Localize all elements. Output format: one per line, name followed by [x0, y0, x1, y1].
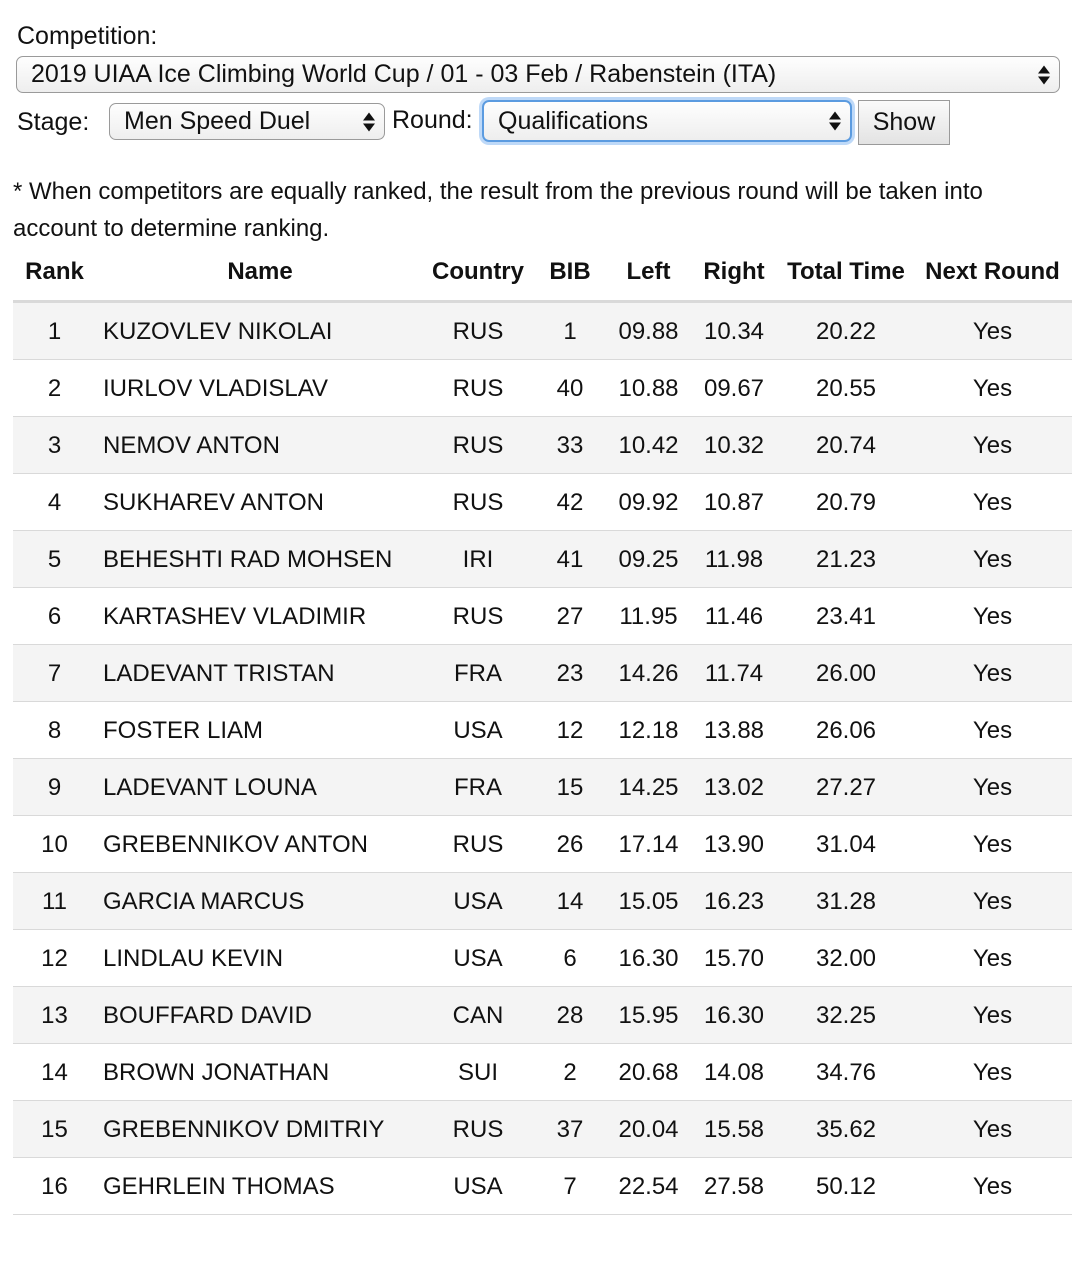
- cell-bib: 41: [532, 531, 608, 588]
- cell-left: 09.92: [608, 474, 689, 531]
- cell-next-round: Yes: [913, 759, 1072, 816]
- table-header-row: [13, 253, 1072, 302]
- table-row: [13, 360, 1072, 417]
- ranking-note: * When competitors are equally ranked, the result from the previous round will be taken into account to determine ranking.: [13, 178, 983, 242]
- cell-total-time: 26.06: [779, 702, 913, 759]
- cell-rank: 13: [13, 987, 96, 1044]
- cell-right: 13.90: [689, 816, 779, 873]
- table-row: [13, 816, 1072, 873]
- cell-name: BOUFFARD DAVID: [96, 987, 424, 1044]
- cell-country: RUS: [424, 360, 532, 417]
- cell-total-time: 31.28: [779, 873, 913, 930]
- competition-select-value: 2019 UIAA Ice Climbing World Cup / 01 - 03 Feb / Rabenstein (ITA): [31, 60, 777, 88]
- cell-country: RUS: [424, 474, 532, 531]
- cell-bib: 40: [532, 360, 608, 417]
- header-next-round[interactable]: Next Round: [913, 253, 1072, 302]
- cell-rank: 3: [13, 417, 96, 474]
- select-arrows-icon: [829, 112, 841, 131]
- cell-country: USA: [424, 873, 532, 930]
- cell-bib: 42: [532, 474, 608, 531]
- header-country[interactable]: Country: [424, 253, 532, 302]
- header-total-time[interactable]: Total Time: [779, 253, 913, 302]
- cell-country: USA: [424, 1158, 532, 1215]
- cell-name: NEMOV ANTON: [96, 417, 424, 474]
- cell-left: 15.05: [608, 873, 689, 930]
- cell-country: CAN: [424, 987, 532, 1044]
- cell-rank: 4: [13, 474, 96, 531]
- cell-total-time: 23.41: [779, 588, 913, 645]
- cell-rank: 15: [13, 1101, 96, 1158]
- cell-name: LADEVANT LOUNA: [96, 759, 424, 816]
- cell-name: SUKHAREV ANTON: [96, 474, 424, 531]
- cell-left: 20.04: [608, 1101, 689, 1158]
- cell-right: 27.58: [689, 1158, 779, 1215]
- cell-total-time: 34.76: [779, 1044, 913, 1101]
- table-row: [13, 1158, 1072, 1215]
- cell-total-time: 20.55: [779, 360, 913, 417]
- cell-country: RUS: [424, 302, 532, 360]
- cell-bib: 26: [532, 816, 608, 873]
- header-left[interactable]: Left: [608, 253, 689, 302]
- cell-left: 14.26: [608, 645, 689, 702]
- cell-total-time: 32.25: [779, 987, 913, 1044]
- cell-right: 16.23: [689, 873, 779, 930]
- cell-country: FRA: [424, 645, 532, 702]
- cell-rank: 7: [13, 645, 96, 702]
- cell-name: GREBENNIKOV DMITRIY: [96, 1101, 424, 1158]
- cell-bib: 2: [532, 1044, 608, 1101]
- cell-right: 16.30: [689, 987, 779, 1044]
- cell-next-round: Yes: [913, 987, 1072, 1044]
- stage-select[interactable]: [109, 103, 385, 140]
- cell-bib: 6: [532, 930, 608, 987]
- select-arrows-icon: [1038, 65, 1050, 84]
- cell-name: LADEVANT TRISTAN: [96, 645, 424, 702]
- cell-total-time: 20.79: [779, 474, 913, 531]
- cell-right: 11.98: [689, 531, 779, 588]
- cell-bib: 37: [532, 1101, 608, 1158]
- cell-right: 10.34: [689, 302, 779, 360]
- cell-bib: 15: [532, 759, 608, 816]
- cell-name: GREBENNIKOV ANTON: [96, 816, 424, 873]
- cell-right: 15.58: [689, 1101, 779, 1158]
- cell-bib: 33: [532, 417, 608, 474]
- cell-rank: 2: [13, 360, 96, 417]
- cell-right: 13.88: [689, 702, 779, 759]
- cell-left: 11.95: [608, 588, 689, 645]
- table-row: [13, 1101, 1072, 1158]
- cell-next-round: Yes: [913, 1044, 1072, 1101]
- cell-rank: 8: [13, 702, 96, 759]
- header-bib[interactable]: BIB: [532, 253, 608, 302]
- cell-next-round: Yes: [913, 417, 1072, 474]
- table-row: [13, 531, 1072, 588]
- cell-left: 16.30: [608, 930, 689, 987]
- header-rank[interactable]: Rank: [13, 253, 96, 302]
- cell-right: 11.74: [689, 645, 779, 702]
- cell-country: USA: [424, 930, 532, 987]
- cell-next-round: Yes: [913, 1101, 1072, 1158]
- cell-right: 09.67: [689, 360, 779, 417]
- cell-bib: 12: [532, 702, 608, 759]
- select-arrows-icon: [363, 112, 375, 131]
- cell-country: RUS: [424, 588, 532, 645]
- cell-country: USA: [424, 702, 532, 759]
- table-row: [13, 930, 1072, 987]
- competition-select[interactable]: [16, 56, 1060, 93]
- header-name[interactable]: Name: [96, 253, 424, 302]
- table-row: [13, 987, 1072, 1044]
- cell-name: BROWN JONATHAN: [96, 1044, 424, 1101]
- cell-country: RUS: [424, 417, 532, 474]
- cell-name: KUZOVLEV NIKOLAI: [96, 302, 424, 360]
- cell-next-round: Yes: [913, 531, 1072, 588]
- cell-left: 15.95: [608, 987, 689, 1044]
- cell-next-round: Yes: [913, 702, 1072, 759]
- table-row: [13, 1044, 1072, 1101]
- cell-right: 15.70: [689, 930, 779, 987]
- cell-total-time: 26.00: [779, 645, 913, 702]
- cell-rank: 11: [13, 873, 96, 930]
- cell-total-time: 27.27: [779, 759, 913, 816]
- cell-rank: 9: [13, 759, 96, 816]
- cell-right: 10.32: [689, 417, 779, 474]
- header-right[interactable]: Right: [689, 253, 779, 302]
- stage-label: Stage:: [17, 108, 90, 136]
- table-row: [13, 302, 1072, 360]
- cell-right: 14.08: [689, 1044, 779, 1101]
- competition-label: Competition:: [17, 22, 158, 50]
- round-select[interactable]: [482, 100, 852, 142]
- table-row: [13, 873, 1072, 930]
- cell-country: FRA: [424, 759, 532, 816]
- cell-right: 11.46: [689, 588, 779, 645]
- cell-right: 10.87: [689, 474, 779, 531]
- cell-left: 12.18: [608, 702, 689, 759]
- round-label: Round:: [392, 106, 473, 134]
- table-row: [13, 645, 1072, 702]
- cell-country: IRI: [424, 531, 532, 588]
- cell-bib: 27: [532, 588, 608, 645]
- cell-bib: 28: [532, 987, 608, 1044]
- cell-next-round: Yes: [913, 873, 1072, 930]
- cell-next-round: Yes: [913, 588, 1072, 645]
- cell-rank: 5: [13, 531, 96, 588]
- cell-bib: 7: [532, 1158, 608, 1215]
- table-row: [13, 702, 1072, 759]
- cell-total-time: 20.74: [779, 417, 913, 474]
- table-row: [13, 588, 1072, 645]
- cell-country: RUS: [424, 1101, 532, 1158]
- cell-next-round: Yes: [913, 474, 1072, 531]
- cell-country: SUI: [424, 1044, 532, 1101]
- cell-next-round: Yes: [913, 816, 1072, 873]
- cell-next-round: Yes: [913, 1158, 1072, 1215]
- cell-left: 10.42: [608, 417, 689, 474]
- cell-next-round: Yes: [913, 645, 1072, 702]
- cell-total-time: 21.23: [779, 531, 913, 588]
- cell-next-round: Yes: [913, 930, 1072, 987]
- cell-left: 22.54: [608, 1158, 689, 1215]
- cell-bib: 23: [532, 645, 608, 702]
- cell-rank: 6: [13, 588, 96, 645]
- cell-next-round: Yes: [913, 302, 1072, 360]
- cell-rank: 1: [13, 302, 96, 360]
- cell-name: GARCIA MARCUS: [96, 873, 424, 930]
- cell-rank: 10: [13, 816, 96, 873]
- table-row: [13, 474, 1072, 531]
- cell-rank: 12: [13, 930, 96, 987]
- cell-name: IURLOV VLADISLAV: [96, 360, 424, 417]
- cell-name: LINDLAU KEVIN: [96, 930, 424, 987]
- show-button[interactable]: Show: [858, 100, 950, 145]
- cell-left: 17.14: [608, 816, 689, 873]
- cell-name: KARTASHEV VLADIMIR: [96, 588, 424, 645]
- cell-bib: 1: [532, 302, 608, 360]
- cell-total-time: 20.22: [779, 302, 913, 360]
- cell-rank: 14: [13, 1044, 96, 1101]
- cell-total-time: 31.04: [779, 816, 913, 873]
- cell-name: FOSTER LIAM: [96, 702, 424, 759]
- cell-total-time: 35.62: [779, 1101, 913, 1158]
- cell-left: 14.25: [608, 759, 689, 816]
- table-row: [13, 417, 1072, 474]
- cell-total-time: 32.00: [779, 930, 913, 987]
- stage-select-value: Men Speed Duel: [124, 107, 311, 135]
- cell-left: 09.88: [608, 302, 689, 360]
- cell-next-round: Yes: [913, 360, 1072, 417]
- cell-total-time: 50.12: [779, 1158, 913, 1215]
- cell-left: 09.25: [608, 531, 689, 588]
- cell-name: BEHESHTI RAD MOHSEN: [96, 531, 424, 588]
- cell-name: GEHRLEIN THOMAS: [96, 1158, 424, 1215]
- cell-right: 13.02: [689, 759, 779, 816]
- table-row: [13, 759, 1072, 816]
- round-select-value: Qualifications: [498, 106, 649, 135]
- cell-bib: 14: [532, 873, 608, 930]
- cell-left: 20.68: [608, 1044, 689, 1101]
- results-table: [13, 253, 1072, 1215]
- cell-country: RUS: [424, 816, 532, 873]
- cell-rank: 16: [13, 1158, 96, 1215]
- cell-left: 10.88: [608, 360, 689, 417]
